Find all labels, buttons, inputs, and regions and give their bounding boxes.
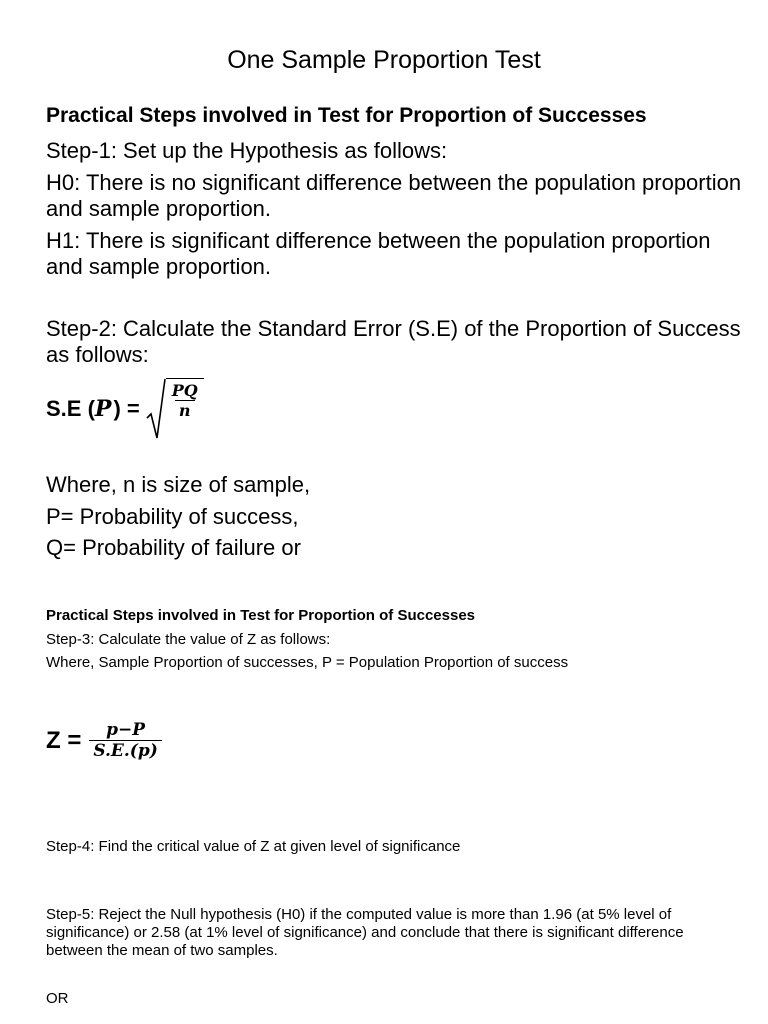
radicand	[166, 378, 204, 440]
z-denominator: S.E.(p)	[89, 740, 161, 761]
section-heading: Practical Steps involved in Test for Proportion of Successes	[46, 104, 647, 127]
where-n-text: Where, n is size of sample,	[46, 472, 311, 497]
hypothesis-h0: H0: There is no significant difference between the population proportion and sample proportion.	[46, 170, 742, 221]
se-fraction	[168, 381, 202, 420]
se-lhs-suffix: ) =	[113, 396, 140, 421]
standard-error-formula	[46, 378, 204, 440]
z-lhs: Z =	[46, 726, 82, 754]
p-definition: P= Probability of success,	[46, 504, 299, 529]
section-2-heading: Practical Steps involved in Test for Proportion of Successes	[46, 607, 476, 624]
se-lhs-variable: P	[94, 396, 112, 422]
or-text: OR	[46, 990, 69, 1007]
se-denominator: n	[175, 400, 195, 420]
where-sample-proportion-text: Where, Sample Proportion of successes, P = Population Proportion of success	[46, 654, 569, 671]
se-lhs-prefix: S.E (	[46, 396, 95, 421]
step-2-text: Step-2: Calculate the Standard Error (S.E) of the Proportion of Success as follows:	[46, 316, 741, 367]
z-numerator: p−P	[106, 720, 146, 740]
step-3-text: Step-3: Calculate the value of Z as follows:	[46, 631, 331, 648]
z-formula	[46, 720, 162, 761]
page-title: One Sample Proportion Test	[227, 46, 541, 74]
se-numerator: PQ	[171, 381, 198, 400]
step-5-text: Step-5: Reject the Null hypothesis (H0) if the computed value is more than 1.96 (at 5% level of significance) or 2.58 (at 1% level of significance) and conclude that there is significant difference between the mean of two samples.	[46, 906, 684, 959]
square-root	[146, 378, 204, 440]
step-1-text: Step-1: Set up the Hypothesis as follows:	[46, 138, 448, 163]
z-fraction	[89, 720, 161, 761]
q-definition: Q= Probability of failure or	[46, 535, 301, 560]
radical-sign-icon	[146, 378, 166, 440]
step-4-text: Step-4: Find the critical value of Z at given level of significance	[46, 838, 461, 855]
hypothesis-h1: H1: There is significant difference between the population proportion and sample proportion.	[46, 228, 711, 279]
